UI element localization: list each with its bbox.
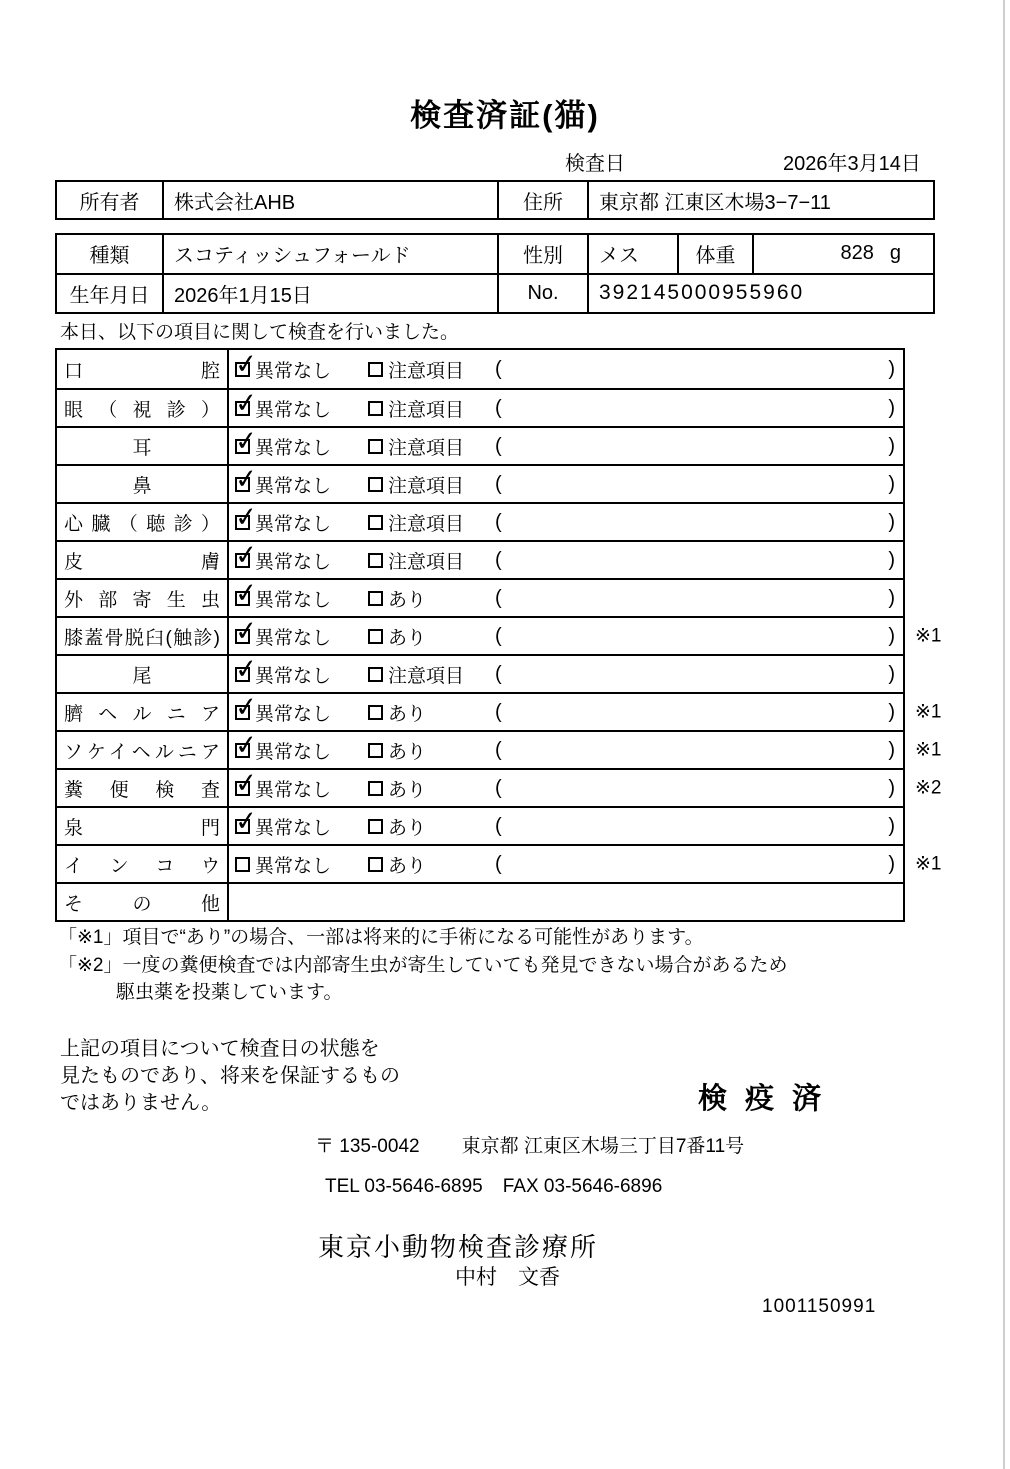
checkbox-attention: [368, 477, 383, 492]
checkbox-label: 異常なし: [255, 589, 332, 611]
checklist-row-inkou: [57, 844, 942, 882]
exam-item-label: 皮膚: [64, 551, 220, 573]
weight-label: 体重: [677, 235, 752, 273]
exam-item-cell: [57, 580, 229, 616]
checkbox-label: 異常なし: [255, 513, 332, 535]
exam-item-cell: [57, 466, 229, 502]
paren-close: ): [888, 586, 895, 609]
footnote-ref: ※1: [915, 853, 942, 875]
checkbox-label: 注意項目: [388, 399, 465, 421]
paren-close: ): [888, 738, 895, 761]
paren-open: (: [495, 662, 502, 685]
exam-item-cell: [57, 770, 229, 806]
exam-item-cell: [57, 350, 229, 388]
disclaimer: [60, 1036, 400, 1117]
paren-close: ): [888, 510, 895, 533]
exam-item-label: 眼（視診）: [64, 399, 220, 421]
paren-open: (: [495, 776, 502, 799]
exam-item-cell: [57, 694, 229, 730]
owner-value: 株式会社AHB: [162, 182, 497, 218]
checkbox-no-abnormality: [235, 477, 250, 492]
checkbox-attention: [368, 667, 383, 682]
inspection-date-label: 検査日: [565, 153, 625, 175]
exam-result-cell: [229, 466, 903, 502]
exam-item-label: 鼻: [132, 475, 152, 497]
checkbox-no-abnormality: [235, 819, 250, 834]
birth-label: 生年月日: [69, 284, 150, 307]
exam-item-cell: [57, 884, 229, 920]
exam-result-cell: [229, 350, 903, 388]
checkbox-attention: [368, 439, 383, 454]
paren-close: ): [888, 814, 895, 837]
checkbox-label: 異常なし: [255, 399, 332, 421]
checkbox-label: 注意項目: [388, 437, 465, 459]
checkbox-present: [368, 743, 383, 758]
checkbox-label: 異常なし: [255, 437, 332, 459]
checklist-row-fecal-exam: [57, 768, 942, 806]
paren-open: (: [495, 586, 502, 609]
sex-label: 性別: [497, 235, 587, 273]
exam-result-cell: [229, 656, 903, 692]
checkbox-label: あり: [388, 627, 427, 649]
exam-item-label: その他: [64, 893, 220, 915]
owner-label: 所有者: [79, 191, 140, 214]
exam-result-cell: [229, 846, 903, 882]
exam-item-cell: [57, 656, 229, 692]
clinic-postal-line: [315, 1131, 744, 1158]
disclaimer-line-3: ではありません。: [60, 1092, 222, 1114]
paren-open: (: [495, 434, 502, 457]
checkbox-attention: [368, 401, 383, 416]
exam-item-cell: [57, 618, 229, 654]
checkbox-label: 注意項目: [388, 513, 465, 535]
checkbox-label: 異常なし: [255, 475, 332, 497]
breed-value: スコティッシュフォールド: [162, 235, 497, 273]
clinic-address: 東京都 江東区木場三丁目7番11号: [461, 1136, 745, 1157]
checkbox-label: 注意項目: [388, 665, 465, 687]
checkbox-label: 異常なし: [255, 665, 332, 687]
exam-item-label: 臍ヘルニア: [64, 703, 220, 725]
exam-item-label: インコウ: [64, 855, 220, 877]
checklist-row-heart: [57, 502, 903, 540]
exam-item-cell: [57, 542, 229, 578]
clinic-phone-line: [325, 1176, 662, 1198]
checkbox-present: [368, 857, 383, 872]
paren-open: (: [495, 396, 502, 419]
scan-edge-artifact: [1003, 0, 1005, 1469]
checkbox-label: 注意項目: [388, 475, 465, 497]
exam-item-cell: [57, 808, 229, 844]
footnote-1: 「※1」項目で“あり”の場合、一部は将来的に手術になる可能性があります。: [58, 927, 704, 948]
checklist-row-nose: [57, 464, 903, 502]
footnote-2: 「※2」一度の糞便検査では内部寄生虫が寄生していても発見できない場合があるため: [58, 954, 788, 976]
clinic-tel: TEL 03-5646-6895: [325, 1176, 483, 1197]
paren-open: (: [495, 472, 502, 495]
weight-cell: [752, 235, 933, 273]
footnote-ref: ※1: [915, 625, 942, 647]
microchip-no-label: No.: [497, 275, 587, 313]
exam-item-label: 尾: [132, 665, 152, 687]
footnote-ref: ※2: [915, 777, 942, 799]
checklist-row-external-parasites: [57, 578, 903, 616]
paren-close: ): [888, 472, 895, 495]
exam-item-label: 口腔: [64, 360, 220, 382]
sex-value: メス: [587, 235, 677, 273]
quarantine-stamp: 検 疫 済: [698, 1083, 827, 1115]
checklist-row-mouth: [57, 350, 903, 388]
checkbox-label: 異常なし: [255, 360, 332, 382]
exam-item-label: ソケイヘルニア: [64, 741, 220, 763]
paren-close: ): [888, 624, 895, 647]
footnotes: [58, 924, 788, 1007]
checkbox-attention: [368, 553, 383, 568]
checkbox-label: 異常なし: [255, 817, 332, 839]
checkbox-no-abnormality: [235, 515, 250, 530]
footnote-2-continued: 駆虫薬を投薬しています。: [116, 982, 343, 1003]
exam-item-cell: [57, 390, 229, 426]
checkbox-label: あり: [388, 703, 427, 725]
microchip-no-value: 392145000955960: [587, 275, 933, 313]
disclaimer-line-1: 上記の項目について検査日の状態を: [60, 1038, 380, 1060]
checkbox-label: 異常なし: [255, 779, 332, 801]
paren-close: ): [888, 776, 895, 799]
exam-result-cell: [229, 504, 903, 540]
checkbox-no-abnormality: [235, 667, 250, 682]
checklist-row-fontanelle: [57, 806, 903, 844]
checklist-row-skin: [57, 540, 903, 578]
checkbox-no-abnormality: [235, 401, 250, 416]
exam-item-cell: [57, 846, 229, 882]
exam-item-cell: [57, 732, 229, 768]
exam-item-cell: [57, 428, 229, 464]
checkbox-no-abnormality: [235, 629, 250, 644]
exam-result-cell: [229, 770, 903, 806]
checkbox-no-abnormality: [235, 781, 250, 796]
checkbox-present: [368, 629, 383, 644]
exam-item-label: 心臓（聴診）: [64, 513, 220, 535]
checkbox-label: あり: [388, 589, 427, 611]
exam-item-label: 膝蓋骨脱臼(触診): [64, 627, 220, 649]
exam-result-cell: [229, 694, 903, 730]
paren-close: ): [888, 396, 895, 419]
paren-open: (: [495, 510, 502, 533]
checklist-table: [55, 348, 942, 922]
paren-close: ): [888, 700, 895, 723]
checklist-row-inguinal-hernia: [57, 730, 942, 768]
checklist-row-umbilical-hernia: [57, 692, 942, 730]
checklist-row-ears: [57, 426, 903, 464]
checkbox-present: [368, 819, 383, 834]
exam-result-cell: [229, 618, 903, 654]
weight-value: 828: [840, 242, 874, 265]
checklist-row-other: [57, 882, 903, 920]
checkbox-label: 異常なし: [255, 551, 332, 573]
checkbox-present: [368, 781, 383, 796]
owner-table: [55, 180, 935, 220]
checkbox-label: あり: [388, 855, 427, 877]
checkbox-label: あり: [388, 817, 427, 839]
exam-item-label: 糞便検査: [64, 779, 220, 801]
checkbox-label: 異常なし: [255, 627, 332, 649]
checkbox-no-abnormality: [235, 553, 250, 568]
checkbox-present: [368, 591, 383, 606]
checkbox-label: あり: [388, 741, 427, 763]
exam-item-label: 外部寄生虫: [64, 589, 220, 611]
checkbox-no-abnormality: [235, 857, 250, 872]
footnote-ref: ※1: [915, 739, 942, 761]
weight-unit: g: [889, 242, 901, 265]
paren-open: (: [495, 738, 502, 761]
checkbox-no-abnormality: [235, 743, 250, 758]
clinic-name: 東京小動物検査診療所: [318, 1232, 599, 1262]
footnote-ref: ※1: [915, 701, 942, 723]
checkbox-present: [368, 705, 383, 720]
checkbox-attention: [368, 362, 383, 377]
exam-result-cell: [229, 580, 903, 616]
paren-open: (: [495, 548, 502, 571]
paren-open: (: [495, 700, 502, 723]
clinic-fax: FAX 03-5646-6896: [502, 1176, 663, 1197]
intro-text: 本日、以下の項目に関して検査を行いました。: [60, 322, 460, 343]
paren-close: ): [888, 662, 895, 685]
checkbox-no-abnormality: [235, 705, 250, 720]
checklist-row-tail: [57, 654, 903, 692]
checkbox-no-abnormality: [235, 439, 250, 454]
paren-open: (: [495, 357, 502, 380]
disclaimer-line-2: 見たものであり、将来を保証するもの: [60, 1065, 400, 1087]
paren-close: ): [888, 548, 895, 571]
paren-close: ): [888, 357, 895, 380]
exam-result-cell: [229, 884, 903, 920]
exam-item-cell: [57, 504, 229, 540]
paren-open: (: [495, 852, 502, 875]
exam-item-label: 泉門: [64, 817, 220, 839]
paren-close: ): [888, 434, 895, 457]
exam-result-cell: [229, 808, 903, 844]
checkbox-label: 注意項目: [388, 551, 465, 573]
checkbox-attention: [368, 515, 383, 530]
exam-result-cell: [229, 428, 903, 464]
checkbox-label: 異常なし: [255, 855, 332, 877]
checkbox-label: 注意項目: [388, 360, 465, 382]
checkbox-label: あり: [388, 779, 427, 801]
breed-label: 種類: [89, 245, 130, 268]
checkbox-label: 異常なし: [255, 741, 332, 763]
page-title: 検査済証(猫): [410, 98, 600, 133]
pet-table-row-1: [57, 235, 933, 273]
paren-open: (: [495, 624, 502, 647]
exam-result-cell: [229, 390, 903, 426]
birth-value: 2026年1月15日: [162, 275, 497, 313]
postal-code: 〒 135-0042: [315, 1136, 420, 1157]
address-value: 東京都 江東区木場3−7−11: [587, 182, 933, 218]
pet-table: [55, 233, 935, 314]
inspection-date-value: 2026年3月14日: [783, 153, 921, 175]
checkbox-no-abnormality: [235, 591, 250, 606]
paren-open: (: [495, 814, 502, 837]
checkbox-label: 異常なし: [255, 703, 332, 725]
pet-table-row-2: [57, 273, 933, 313]
checklist-row-eyes: [57, 388, 903, 426]
address-label: 住所: [497, 182, 587, 218]
exam-result-cell: [229, 732, 903, 768]
paren-close: ): [888, 852, 895, 875]
serial-number: 1001150991: [762, 1296, 877, 1317]
exam-item-label: 耳: [132, 437, 152, 459]
checkbox-no-abnormality: [235, 362, 250, 377]
veterinarian-name: 中村 文香: [455, 1266, 560, 1289]
exam-result-cell: [229, 542, 903, 578]
checklist-row-patella: [57, 616, 942, 654]
